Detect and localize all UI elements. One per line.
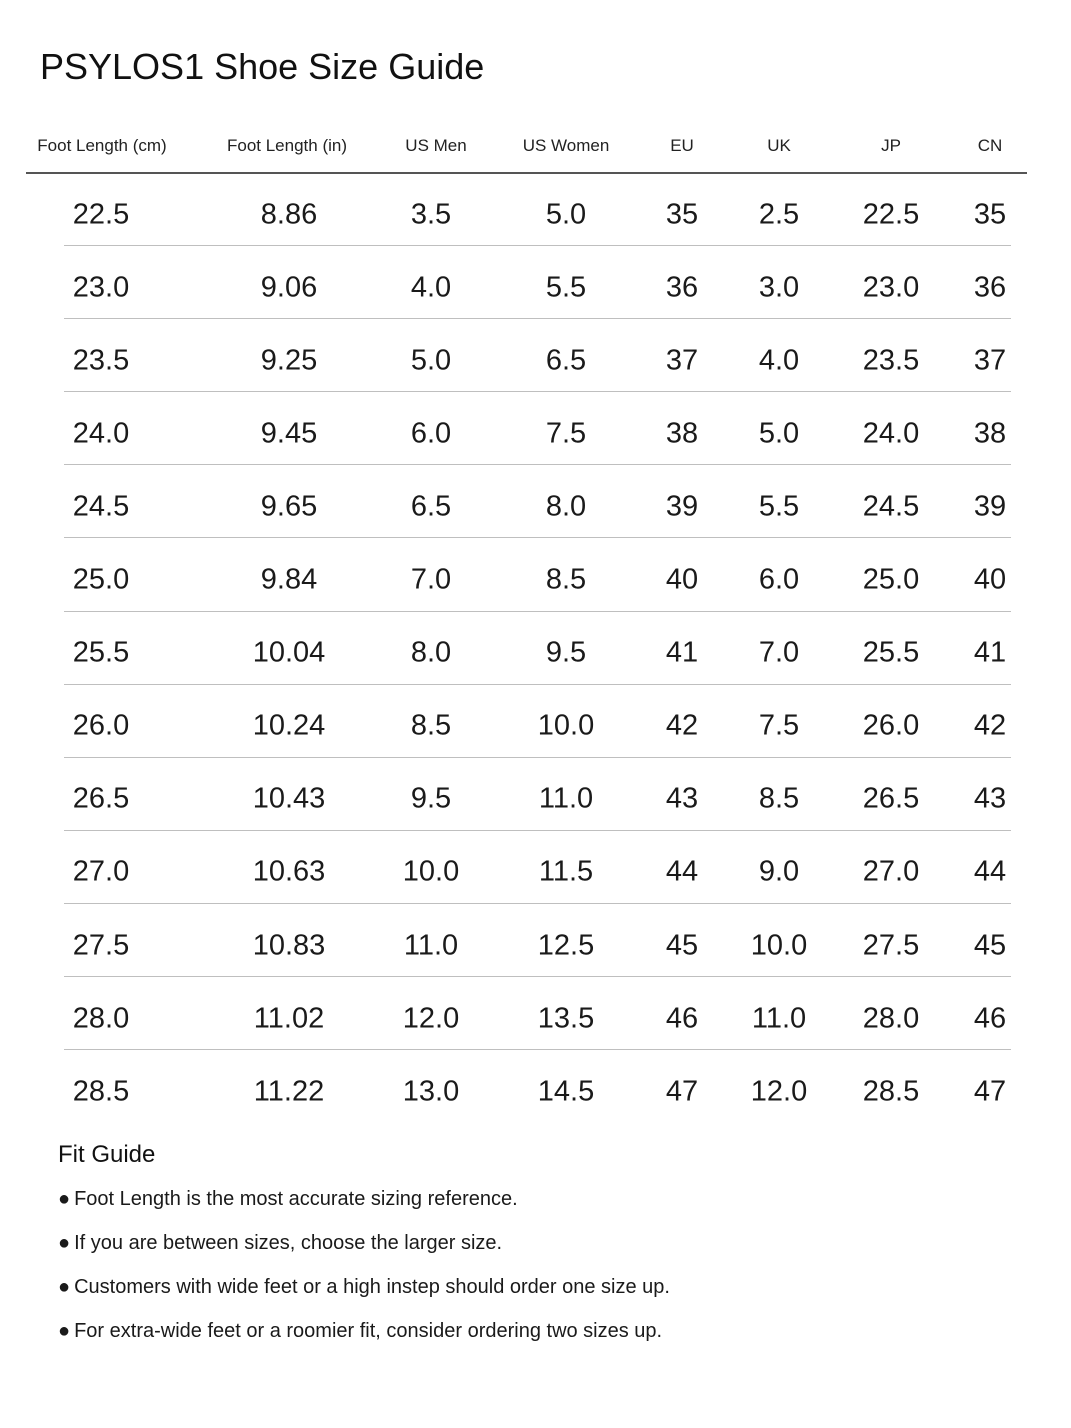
cell-foot-length-cm: 23.0 xyxy=(72,271,130,304)
cell-us-women: 5.5 xyxy=(545,271,587,304)
cell-us-men: 4.0 xyxy=(410,271,452,304)
cell-foot-length-cm: 27.5 xyxy=(72,929,130,962)
cell-us-men: 5.0 xyxy=(410,344,452,377)
cell-foot-length-in: 9.84 xyxy=(260,563,318,596)
cell-uk: 11.0 xyxy=(751,1002,807,1035)
cell-us-women: 5.0 xyxy=(545,198,587,231)
cell-eu: 41 xyxy=(665,636,699,669)
cell-us-men: 8.0 xyxy=(410,636,452,669)
table-row xyxy=(64,830,1011,904)
cell-jp: 25.5 xyxy=(862,636,920,669)
cell-cn: 47 xyxy=(973,1075,1007,1108)
table-row xyxy=(64,684,1011,758)
cell-us-women: 6.5 xyxy=(545,344,587,377)
cell-eu: 35 xyxy=(665,198,699,231)
fit-guide-item xyxy=(58,1320,662,1343)
cell-foot-length-cm: 24.0 xyxy=(72,417,130,450)
cell-foot-length-in: 9.45 xyxy=(260,417,318,450)
cell-foot-length-cm: 26.5 xyxy=(72,782,130,815)
cell-jp: 22.5 xyxy=(862,198,920,231)
cell-us-men: 8.5 xyxy=(410,709,452,742)
header-us-women: US Women xyxy=(522,136,610,155)
cell-foot-length-in: 10.24 xyxy=(252,709,326,742)
fit-guide-text: Customers with wide feet or a high instep should order one size up. xyxy=(74,1276,670,1298)
cell-eu: 36 xyxy=(665,271,699,304)
cell-jp: 23.0 xyxy=(862,271,920,304)
header-eu: EU xyxy=(670,136,694,155)
cell-uk: 5.0 xyxy=(758,417,800,450)
table-row xyxy=(64,318,1011,392)
cell-cn: 45 xyxy=(973,929,1007,962)
fit-guide-item xyxy=(58,1232,502,1255)
cell-foot-length-cm: 22.5 xyxy=(72,198,130,231)
table-row xyxy=(64,976,1011,1050)
fit-guide-text: For extra-wide feet or a roomier fit, consider ordering two sizes up. xyxy=(74,1320,663,1342)
fit-guide-title: Fit Guide xyxy=(58,1141,156,1168)
page-title: PSYLOS1 Shoe Size Guide xyxy=(40,46,485,87)
cell-eu: 37 xyxy=(665,344,699,377)
cell-us-men: 13.0 xyxy=(402,1075,460,1108)
cell-us-women: 10.0 xyxy=(537,709,595,742)
cell-foot-length-cm: 26.0 xyxy=(72,709,130,742)
size-table-header xyxy=(26,128,1027,174)
cell-foot-length-in: 9.06 xyxy=(260,271,318,304)
table-row xyxy=(64,611,1011,685)
cell-jp: 28.5 xyxy=(862,1075,920,1108)
cell-us-men: 7.0 xyxy=(410,563,452,596)
cell-us-men: 12.0 xyxy=(402,1002,460,1035)
cell-uk: 2.5 xyxy=(758,198,800,231)
cell-us-men: 6.5 xyxy=(410,490,452,523)
cell-foot-length-cm: 24.5 xyxy=(72,490,130,523)
fit-guide-text: If you are between sizes, choose the larger size. xyxy=(74,1232,503,1254)
cell-eu: 40 xyxy=(665,563,699,596)
cell-foot-length-cm: 28.0 xyxy=(72,1002,130,1035)
cell-cn: 36 xyxy=(973,271,1007,304)
table-row xyxy=(64,903,1011,977)
cell-jp: 23.5 xyxy=(862,344,920,377)
cell-foot-length-in: 11.22 xyxy=(253,1075,325,1108)
cell-foot-length-in: 10.63 xyxy=(252,855,326,888)
cell-foot-length-in: 8.86 xyxy=(260,198,318,231)
table-row xyxy=(64,538,1011,612)
cell-us-women: 7.5 xyxy=(545,417,587,450)
cell-jp: 27.5 xyxy=(862,929,920,962)
cell-eu: 44 xyxy=(665,855,699,888)
header-cn: CN xyxy=(977,136,1003,155)
cell-jp: 24.0 xyxy=(862,417,920,450)
cell-us-women: 12.5 xyxy=(537,929,595,962)
cell-foot-length-in: 10.83 xyxy=(252,929,326,962)
cell-us-women: 13.5 xyxy=(537,1002,595,1035)
cell-foot-length-in: 9.25 xyxy=(260,344,318,377)
bullet-icon: ● xyxy=(58,1276,71,1298)
cell-us-women: 11.5 xyxy=(538,855,594,888)
cell-jp: 27.0 xyxy=(862,855,920,888)
header-us-men: US Men xyxy=(405,136,467,155)
cell-eu: 46 xyxy=(665,1002,699,1035)
table-row xyxy=(64,757,1011,831)
cell-us-women: 11.0 xyxy=(538,782,594,815)
cell-cn: 39 xyxy=(973,490,1007,523)
cell-cn: 42 xyxy=(973,709,1007,742)
cell-cn: 37 xyxy=(973,344,1007,377)
cell-us-women: 9.5 xyxy=(545,636,587,669)
cell-uk: 8.5 xyxy=(758,782,800,815)
fit-guide-item xyxy=(58,1276,670,1299)
cell-jp: 26.5 xyxy=(862,782,920,815)
bullet-icon: ● xyxy=(58,1232,71,1254)
header-uk: UK xyxy=(767,136,791,155)
cell-us-men: 3.5 xyxy=(410,198,452,231)
cell-uk: 7.5 xyxy=(758,709,800,742)
bullet-icon: ● xyxy=(58,1188,71,1210)
cell-foot-length-in: 11.02 xyxy=(253,1002,325,1035)
cell-uk: 4.0 xyxy=(758,344,800,377)
table-row xyxy=(64,464,1011,538)
cell-us-women: 8.0 xyxy=(545,490,587,523)
table-row xyxy=(64,391,1011,465)
cell-jp: 25.0 xyxy=(862,563,920,596)
header-foot-length-in: Foot Length (in) xyxy=(226,136,348,155)
cell-uk: 9.0 xyxy=(758,855,800,888)
fit-guide-text: Foot Length is the most accurate sizing reference. xyxy=(74,1188,518,1210)
fit-guide-item xyxy=(58,1188,518,1211)
cell-uk: 3.0 xyxy=(758,271,800,304)
cell-cn: 35 xyxy=(973,198,1007,231)
table-row xyxy=(64,245,1011,319)
cell-us-women: 14.5 xyxy=(537,1075,595,1108)
cell-jp: 26.0 xyxy=(862,709,920,742)
cell-foot-length-cm: 25.0 xyxy=(72,563,130,596)
cell-eu: 47 xyxy=(665,1075,699,1108)
table-row xyxy=(64,1049,1011,1122)
cell-cn: 38 xyxy=(973,417,1007,450)
cell-foot-length-cm: 28.5 xyxy=(72,1075,130,1108)
cell-cn: 44 xyxy=(973,855,1007,888)
cell-foot-length-in: 10.43 xyxy=(252,782,326,815)
cell-cn: 43 xyxy=(973,782,1007,815)
cell-eu: 45 xyxy=(665,929,699,962)
cell-eu: 43 xyxy=(665,782,699,815)
header-jp: JP xyxy=(881,136,901,155)
cell-foot-length-cm: 27.0 xyxy=(72,855,130,888)
cell-cn: 40 xyxy=(973,563,1007,596)
cell-cn: 46 xyxy=(973,1002,1007,1035)
cell-foot-length-in: 9.65 xyxy=(260,490,318,523)
cell-uk: 5.5 xyxy=(758,490,800,523)
cell-foot-length-cm: 25.5 xyxy=(72,636,130,669)
cell-us-men: 6.0 xyxy=(410,417,452,450)
cell-jp: 24.5 xyxy=(862,490,920,523)
cell-uk: 7.0 xyxy=(758,636,800,669)
cell-uk: 12.0 xyxy=(750,1075,808,1108)
cell-us-women: 8.5 xyxy=(545,563,587,596)
cell-uk: 6.0 xyxy=(758,563,800,596)
bullet-icon: ● xyxy=(58,1320,71,1342)
cell-eu: 38 xyxy=(665,417,699,450)
cell-cn: 41 xyxy=(973,636,1007,669)
cell-us-men: 11.0 xyxy=(403,929,459,962)
cell-us-men: 9.5 xyxy=(410,782,452,815)
cell-eu: 42 xyxy=(665,709,699,742)
cell-us-men: 10.0 xyxy=(402,855,460,888)
cell-eu: 39 xyxy=(665,490,699,523)
header-foot-length-cm: Foot Length (cm) xyxy=(37,136,167,155)
table-row xyxy=(64,172,1011,246)
cell-foot-length-cm: 23.5 xyxy=(72,344,130,377)
cell-foot-length-in: 10.04 xyxy=(252,636,326,669)
cell-jp: 28.0 xyxy=(862,1002,920,1035)
cell-uk: 10.0 xyxy=(750,929,808,962)
